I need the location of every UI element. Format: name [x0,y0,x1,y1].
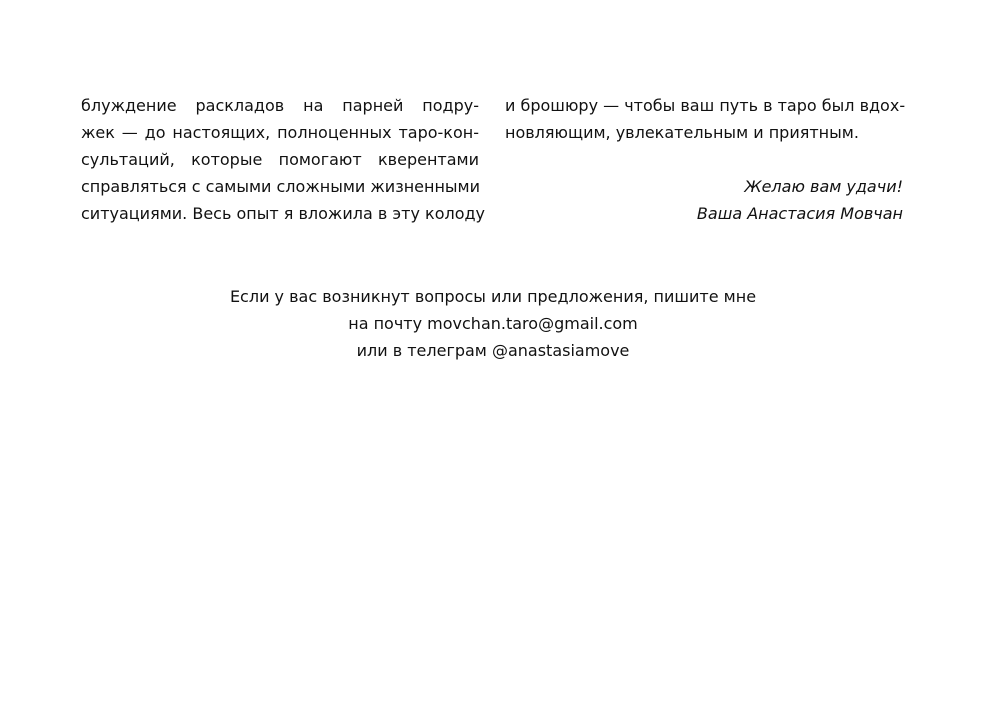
paragraph-line: сультаций, которые помогают кверентами [81,150,479,169]
signature-block [505,173,903,227]
paragraph-line: жек — до настоящих, полноценных таро-кон- [81,123,479,142]
left-text-column [81,92,486,227]
contact-email-line: на почту movchan.taro@gmail.com [348,314,638,333]
paragraph-line: справляться с самыми сложными жизненными [81,177,481,196]
contact-line: Если у вас возникнут вопросы или предложения, пишите мне [229,287,757,306]
paragraph-line: ситуациями. Весь опыт я вложила в эту колоду [81,204,486,223]
contact-telegram-line: или в телеграм @anastasiamove [356,341,630,360]
signature-greeting: Желаю вам удачи! [744,177,903,196]
signature-name: Ваша Анастасия Мовчан [696,204,903,223]
paragraph-line: новляющим, увлекательным и приятным. [505,123,859,142]
contact-block [0,283,986,364]
paragraph-line: и брошюру — чтобы ваш путь в таро был вдох- [505,96,906,115]
paragraph-line: блуждение раскладов на парней подру- [81,96,479,115]
right-text-column [505,92,906,146]
